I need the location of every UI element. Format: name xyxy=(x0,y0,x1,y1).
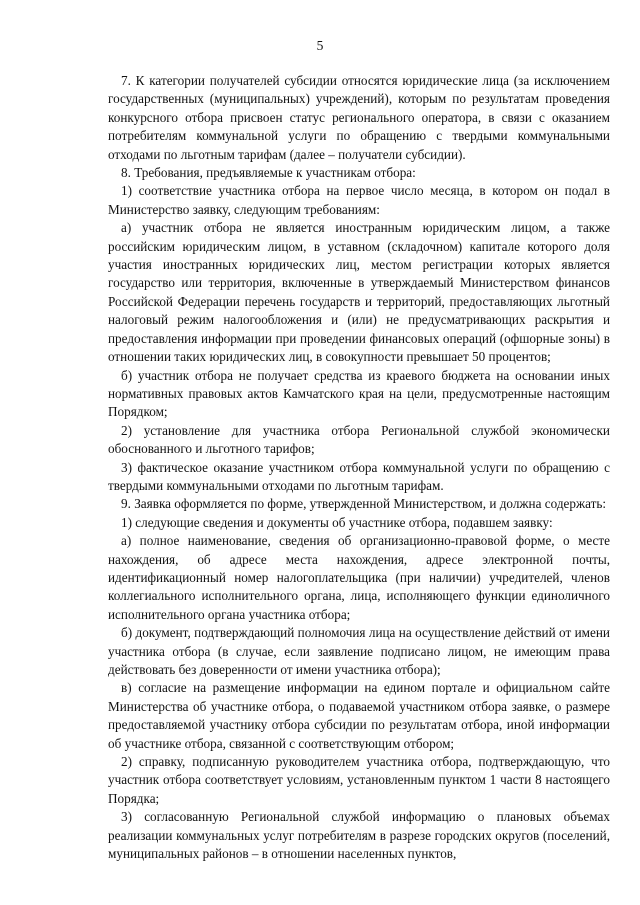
paragraph-9: 9. Заявка оформляется по форме, утвержденной Министерством, и должна содержать: xyxy=(121,496,607,512)
paragraph-8-3: 3) фактическое оказание участником отбора коммунальной услуги по обращению с твердыми коммунальными отходами по льготным тарифам. xyxy=(108,459,610,493)
paragraph-9-1-v: в) согласие на размещение информации на едином портале и официальном сайте Министерства об участнике отбора, о подаваемой участником отбора заявке, о размере предоставляемой участнику отбора субсидии по результатам отбора, иной информации об участнике отбора, связанной с соответствующим отбором; xyxy=(108,680,610,751)
paragraph-8: 8. Требования, предъявляемые к участникам отбора: xyxy=(121,165,416,181)
paragraph-8-1-b: б) участник отбора не получает средства из краевого бюджета на основании иных нормативных правовых актов Камчатского края на цели, предусмотренные настоящим Порядком; xyxy=(108,367,610,420)
paragraph-9-1-b: б) документ, подтверждающий полномочия лица на осуществление действий от имени участника отбора (в случае, если заявление подписано лицом, не имеющим права действовать без доверенности от имени участника отбора); xyxy=(108,625,610,677)
paragraph-8-1: 1) соответствие участника отбора на первое число месяца, в котором он подал в Министерство заявку, следующим требованиям: xyxy=(108,183,610,217)
paragraph-7: 7. К категории получателей субсидии относятся юридические лица (за исключением государственных (муниципальных) учреждений), которым по результатам проведения конкурсного отбора присвоен статус регионального оператора, в связи с оказанием потребителям коммунальной услуги по обращению с твердыми коммунальными отходами по льготным тарифам (далее – получатели субсидии). xyxy=(108,73,610,162)
paragraph-9-1: 1) следующие сведения и документы об участнике отбора, подавшем заявку: xyxy=(121,514,553,530)
paragraph-8-2: 2) установление для участника отбора Региональной службой экономически обоснованного и льготного тарифов; xyxy=(108,422,610,457)
paragraph-9-3: 3) согласованную Региональной службой информацию о плановых объемах реализации коммунальных услуг потребителям в разрезе городских округов (поселений, муниципальных районов – в отношении населенных пунктов, xyxy=(108,809,610,862)
paragraph-8-1-a: а) участник отбора не является иностранным юридическим лицом, а также российским юридическим лицом, в уставном (складочном) капитале которого доля участия иностранных юридических лиц, местом регистрации которых является государство или территория, включенные в утверждаемый Министерством финансов Российской Федерации перечень государств и территорий, предоставляющих льготный налоговый режим налогообложения и (или) не предусматривающих раскрытия и предоставления информации при проведении финансовых операций (офшорные зоны) в отношении таких юридических лиц, в совокупности превышает 50 процентов; xyxy=(108,220,610,365)
page-number: 5 xyxy=(316,38,324,53)
paragraph-9-1-a: а) полное наименование, сведения об организационно-правовой форме, о месте нахождения, об адресе места нахождения, адресе электронной почты, идентификационный номер налогоплательщика (при наличии) учредителей, членов коллегиального исполнительного органа, лица, исполняющего функции единоличного исполнительного органа участника отбора; xyxy=(108,533,610,622)
document-body xyxy=(108,72,610,863)
paragraph-9-2: 2) справку, подписанную руководителем участника отбора, подтверждающую, что участник отбора соответствует условиям, установленным пунктом 1 части 8 настоящего Порядка; xyxy=(108,754,610,806)
